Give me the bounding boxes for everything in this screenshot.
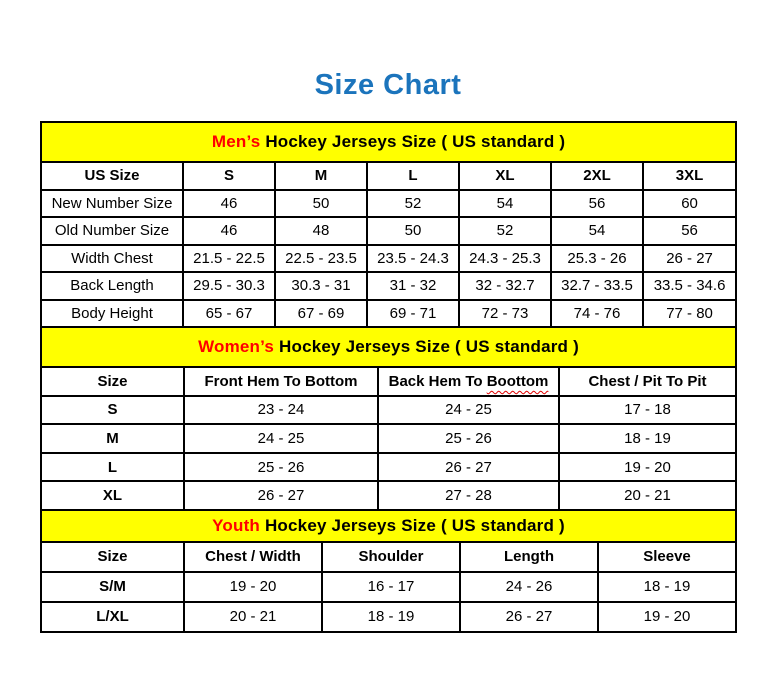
mens-size-table: [40, 121, 737, 328]
mens-cell: 30.3 - 31: [275, 272, 367, 300]
mens-cell: 25.3 - 26: [551, 245, 643, 273]
mens-cell: 60: [643, 190, 736, 218]
mens-cell: 26 - 27: [643, 245, 736, 273]
youth-table-row: [41, 572, 736, 602]
mens-col-header: S: [183, 162, 275, 190]
mens-cell: 74 - 76: [551, 300, 643, 328]
womens-table-row: [41, 453, 736, 482]
mens-cell: 22.5 - 23.5: [275, 245, 367, 273]
youth-col-header: Shoulder: [322, 542, 460, 572]
mens-cell: 50: [367, 217, 459, 245]
mens-table-row: [41, 300, 736, 328]
womens-cell: 26 - 27: [378, 453, 559, 482]
mens-cell: 69 - 71: [367, 300, 459, 328]
womens-cell: 27 - 28: [378, 481, 559, 510]
mens-cell: 46: [183, 217, 275, 245]
youth-row-label: L/XL: [41, 602, 184, 632]
mens-row-label: New Number Size: [41, 190, 183, 218]
womens-cell: 23 - 24: [184, 396, 378, 425]
mens-cell: 65 - 67: [183, 300, 275, 328]
mens-cell: 48: [275, 217, 367, 245]
womens-col-header: Chest / Pit To Pit: [559, 367, 736, 396]
mens-col-header: M: [275, 162, 367, 190]
mens-cell: 54: [551, 217, 643, 245]
mens-cell: 52: [459, 217, 551, 245]
mens-cell: 46: [183, 190, 275, 218]
youth-cell: 20 - 21: [184, 602, 322, 632]
mens-table-row: [41, 272, 736, 300]
mens-cell: 50: [275, 190, 367, 218]
mens-col-header: L: [367, 162, 459, 190]
mens-section-title: Hockey Jerseys Size ( US standard ): [260, 132, 566, 151]
youth-section-accent: Youth: [212, 515, 261, 535]
womens-cell: 24 - 25: [378, 396, 559, 425]
youth-cell: 16 - 17: [322, 572, 460, 602]
mens-cell: 54: [459, 190, 551, 218]
womens-table-row: [41, 424, 736, 453]
mens-cell: 21.5 - 22.5: [183, 245, 275, 273]
mens-col-header: 3XL: [643, 162, 736, 190]
mens-cell: 56: [643, 217, 736, 245]
mens-table-row: [41, 217, 736, 245]
mens-cell: 67 - 69: [275, 300, 367, 328]
mens-col-header: XL: [459, 162, 551, 190]
youth-col-header: Length: [460, 542, 598, 572]
mens-cell: 77 - 80: [643, 300, 736, 328]
mens-cell: 29.5 - 30.3: [183, 272, 275, 300]
size-chart-page: [0, 68, 776, 633]
mens-table-row: [41, 245, 736, 273]
mens-section-accent: Men’s: [211, 132, 261, 151]
misspelled-word: Boottom: [486, 372, 549, 390]
womens-cell: 24 - 25: [184, 424, 378, 453]
mens-row-label: Width Chest: [41, 245, 183, 273]
mens-cell: 24.3 - 25.3: [459, 245, 551, 273]
womens-table-row: [41, 481, 736, 510]
womens-cell: 19 - 20: [559, 453, 736, 482]
womens-col-header: [378, 367, 559, 396]
womens-cell: 20 - 21: [559, 481, 736, 510]
mens-table-row: [41, 190, 736, 218]
womens-row-label: S: [41, 396, 184, 425]
mens-cell: 72 - 73: [459, 300, 551, 328]
mens-row-label: Back Length: [41, 272, 183, 300]
womens-section-title: Hockey Jerseys Size ( US standard ): [274, 337, 579, 356]
youth-cell: 24 - 26: [460, 572, 598, 602]
youth-col-header: Chest / Width: [184, 542, 322, 572]
mens-row-label: Old Number Size: [41, 217, 183, 245]
womens-size-table: [40, 326, 737, 511]
youth-col-header: Sleeve: [598, 542, 736, 572]
mens-cell: 32.7 - 33.5: [551, 272, 643, 300]
womens-row-label: L: [41, 453, 184, 482]
womens-section-header-band: [41, 327, 736, 367]
womens-section-accent: Women’s: [198, 337, 275, 356]
youth-col-header: Size: [41, 542, 184, 572]
youth-cell: 19 - 20: [598, 602, 736, 632]
youth-size-table: [40, 509, 737, 633]
youth-section-header-band: [41, 510, 736, 542]
womens-table-row: [41, 396, 736, 425]
page-title: Size Chart: [314, 69, 462, 101]
mens-cell: 31 - 32: [367, 272, 459, 300]
mens-section-header-band: [41, 122, 736, 162]
mens-col-header: 2XL: [551, 162, 643, 190]
mens-cell: 23.5 - 24.3: [367, 245, 459, 273]
youth-cell: 18 - 19: [598, 572, 736, 602]
womens-col-header-text: Back Hem To: [388, 372, 487, 390]
mens-cell: 52: [367, 190, 459, 218]
womens-cell: 25 - 26: [184, 453, 378, 482]
size-tables-container: [40, 121, 735, 633]
youth-cell: 26 - 27: [460, 602, 598, 632]
youth-table-row: [41, 602, 736, 632]
youth-cell: 19 - 20: [184, 572, 322, 602]
mens-row-label: Body Height: [41, 300, 183, 328]
youth-cell: 18 - 19: [322, 602, 460, 632]
youth-row-label: S/M: [41, 572, 184, 602]
womens-row-label: M: [41, 424, 184, 453]
mens-cell: 32 - 32.7: [459, 272, 551, 300]
mens-col-header: US Size: [41, 162, 183, 190]
womens-col-header: Front Hem To Bottom: [184, 367, 378, 396]
womens-row-label: XL: [41, 481, 184, 510]
mens-cell: 33.5 - 34.6: [643, 272, 736, 300]
womens-cell: 26 - 27: [184, 481, 378, 510]
womens-cell: 17 - 18: [559, 396, 736, 425]
womens-col-header: Size: [41, 367, 184, 396]
mens-cell: 56: [551, 190, 643, 218]
womens-cell: 25 - 26: [378, 424, 559, 453]
youth-section-title: Hockey Jerseys Size ( US standard ): [260, 515, 565, 535]
womens-cell: 18 - 19: [559, 424, 736, 453]
